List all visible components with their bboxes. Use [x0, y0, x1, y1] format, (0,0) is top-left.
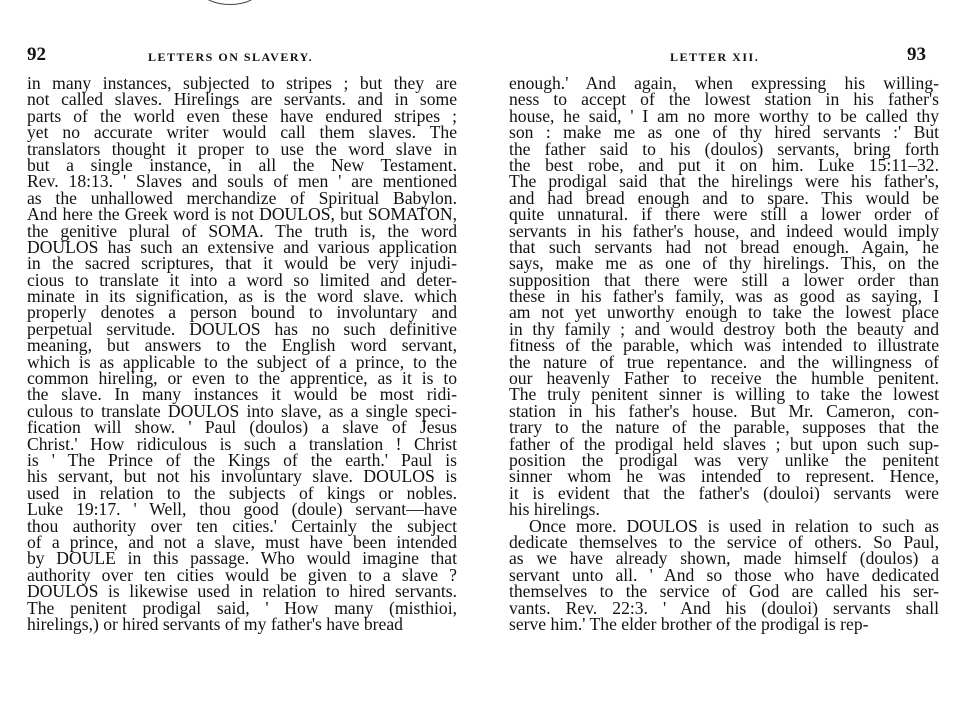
text-line: common hireling, or even to the apprentice, as it is to — [27, 368, 457, 389]
text-line: Rev. 18:13. ' Slaves and souls of men ' are mentioned — [27, 171, 457, 192]
right-page-text — [509, 75, 939, 632]
text-line: themselves to the service of God are called his ser- — [509, 581, 939, 602]
text-line: DOULOS is likewise used in relation to hired servants. — [27, 581, 457, 602]
text-line: parts of the world even these have endured stripes ; — [27, 105, 457, 126]
text-line: says, make me as one of thy hirelings. This, on the — [509, 253, 939, 274]
text-line: in thy family ; and would destroy both the beauty and — [509, 318, 939, 339]
text-line: The prodigal said that the hirelings were his father's, — [509, 171, 939, 192]
text-line: in the sacred scriptures, that it would be very injudi- — [27, 253, 457, 274]
text-line: And here the Greek word is not DOULOS, but SOMATON, — [27, 204, 457, 225]
text-line: vants. Rev. 22:3. ' And his (douloi) servants shall — [509, 597, 939, 618]
text-line: his servant, but not his involuntary slave. DOULOS is — [27, 466, 457, 487]
text-line: is ' The Prince of the Kings of the earth.' Paul is — [27, 449, 457, 470]
text-line: translators thought it proper to use the word slave in — [27, 138, 457, 159]
text-line: the nature of true repentance. and the willingness of — [509, 351, 939, 372]
text-line: by DOULE in this passage. Who would imagine that — [27, 548, 457, 569]
text-line: but a single instance, in all the New Testament. — [27, 154, 457, 175]
text-line: as the unhallowed merchandize of Spiritual Babylon. — [27, 187, 457, 208]
text-line: son : make me as one of thy hired servants :' But — [509, 122, 939, 143]
text-line: properly denotes a person bound to involuntary and — [27, 302, 457, 323]
text-line: Luke 19:17. ' Well, thou good (doule) servant—have — [27, 499, 457, 520]
text-line: yet no accurate writer would call them slaves. The — [27, 122, 457, 143]
text-line: The penitent prodigal said, ' How many (misthioi, — [27, 597, 457, 618]
text-line: enough.' And again, when expressing his willing- — [509, 73, 939, 93]
text-line: servants in his father's house, and indeed would imply — [509, 220, 939, 241]
right-page — [490, 0, 980, 710]
running-title-left: LETTERS ON SLAVERY. — [148, 50, 314, 64]
running-title-right: LETTER XII. — [670, 50, 760, 64]
text-line: hirelings,) or hired servants of my father's have bread — [27, 613, 403, 634]
text-line: fication will show. ' Paul (doulos) a slave of Jesus — [27, 417, 457, 438]
text-line: position the prodigal was very unlike the penitent — [509, 449, 939, 470]
text-line: trary to the nature of the parable, supposes that the — [509, 417, 939, 438]
text-line: quite unnatural. if there were still a lower order of — [509, 204, 939, 225]
text-line: Christ.' How ridiculous is such a translation ! Christ — [27, 433, 457, 454]
text-line: and had bread enough and to spare. This would be — [509, 187, 939, 208]
text-line: cious to translate it into a word so limited and deter- — [27, 269, 457, 290]
text-line: servant unto all. ' And so those who have dedicated — [509, 564, 939, 585]
text-line: Once more. DOULOS is used in relation to such as — [529, 515, 939, 536]
text-line: father of the prodigal held slaves ; but upon such sup- — [509, 433, 939, 454]
text-line: that such servants had not bread enough. Again, he — [509, 236, 939, 257]
text-line: our heavenly Father to receive the humble penitent. — [509, 368, 939, 389]
page-number-right: 93 — [907, 44, 926, 65]
text-line: his hirelings. — [509, 499, 600, 520]
text-line: thou authority over ten cities.' Certainly the subject — [27, 515, 457, 536]
text-line: the best robe, and put it on him. Luke 15:11–32. — [509, 154, 939, 175]
text-line: the slave. In many instances it would be most ridi- — [27, 384, 457, 405]
text-line: meaning, but answers to the English word servant, — [27, 335, 457, 356]
text-line: serve him.' The elder brother of the prodigal is rep- — [509, 613, 869, 634]
text-line: am not yet unworthy enough to take the lowest place — [509, 302, 939, 323]
text-line: house, he said, ' I am no more worthy to be called thy — [509, 105, 939, 126]
text-line: it is evident that the father's (douloi) servants were — [509, 482, 939, 503]
text-line: fitness of the parable, which was intended to illustrate — [509, 335, 939, 356]
text-line: dedicate themselves to the service of others. So Paul, — [509, 531, 939, 552]
text-line: in many instances, subjected to stripes ; but they are — [27, 73, 457, 93]
text-line: perpetual servitude. DOULOS has no such definitive — [27, 318, 457, 339]
text-line: the father said to his (doulos) servants, bring forth — [509, 138, 939, 159]
text-line: authority over ten cities would be given to a slave ? — [27, 564, 457, 585]
text-line: which is as applicable to the subject of a prince, to the — [27, 351, 457, 372]
text-line: used in relation to the subjects of kings or nobles. — [27, 482, 457, 503]
text-line: ness to accept of the lowest station in his father's — [509, 89, 939, 110]
text-line: the genitive plural of SOMA. The truth is, the word — [27, 220, 457, 241]
left-page-text — [27, 75, 457, 632]
text-line: DOULOS has such an extensive and various application — [27, 236, 457, 257]
page-number-left: 92 — [27, 44, 46, 65]
text-line: as we have already shown, made himself (doulos) a — [509, 548, 939, 569]
text-line: these in his father's family, was as good as saying, I — [509, 286, 939, 307]
text-line: culous to translate DOULOS into slave, as a single speci- — [27, 400, 457, 421]
text-line: not called slaves. Hirelings are servants. and in some — [27, 89, 457, 110]
text-line: sinner whom he was intended to represent. Hence, — [509, 466, 939, 487]
text-line: The truly penitent sinner is willing to take the lowest — [509, 384, 939, 405]
text-line: of a prince, and not a slave, must have been intended — [27, 531, 457, 552]
text-line: supposition that there were still a lower order than — [509, 269, 939, 290]
text-line: minate in its signification, as is the word slave. which — [27, 286, 457, 307]
text-line: station in his father's house. But Mr. Cameron, con- — [509, 400, 939, 421]
